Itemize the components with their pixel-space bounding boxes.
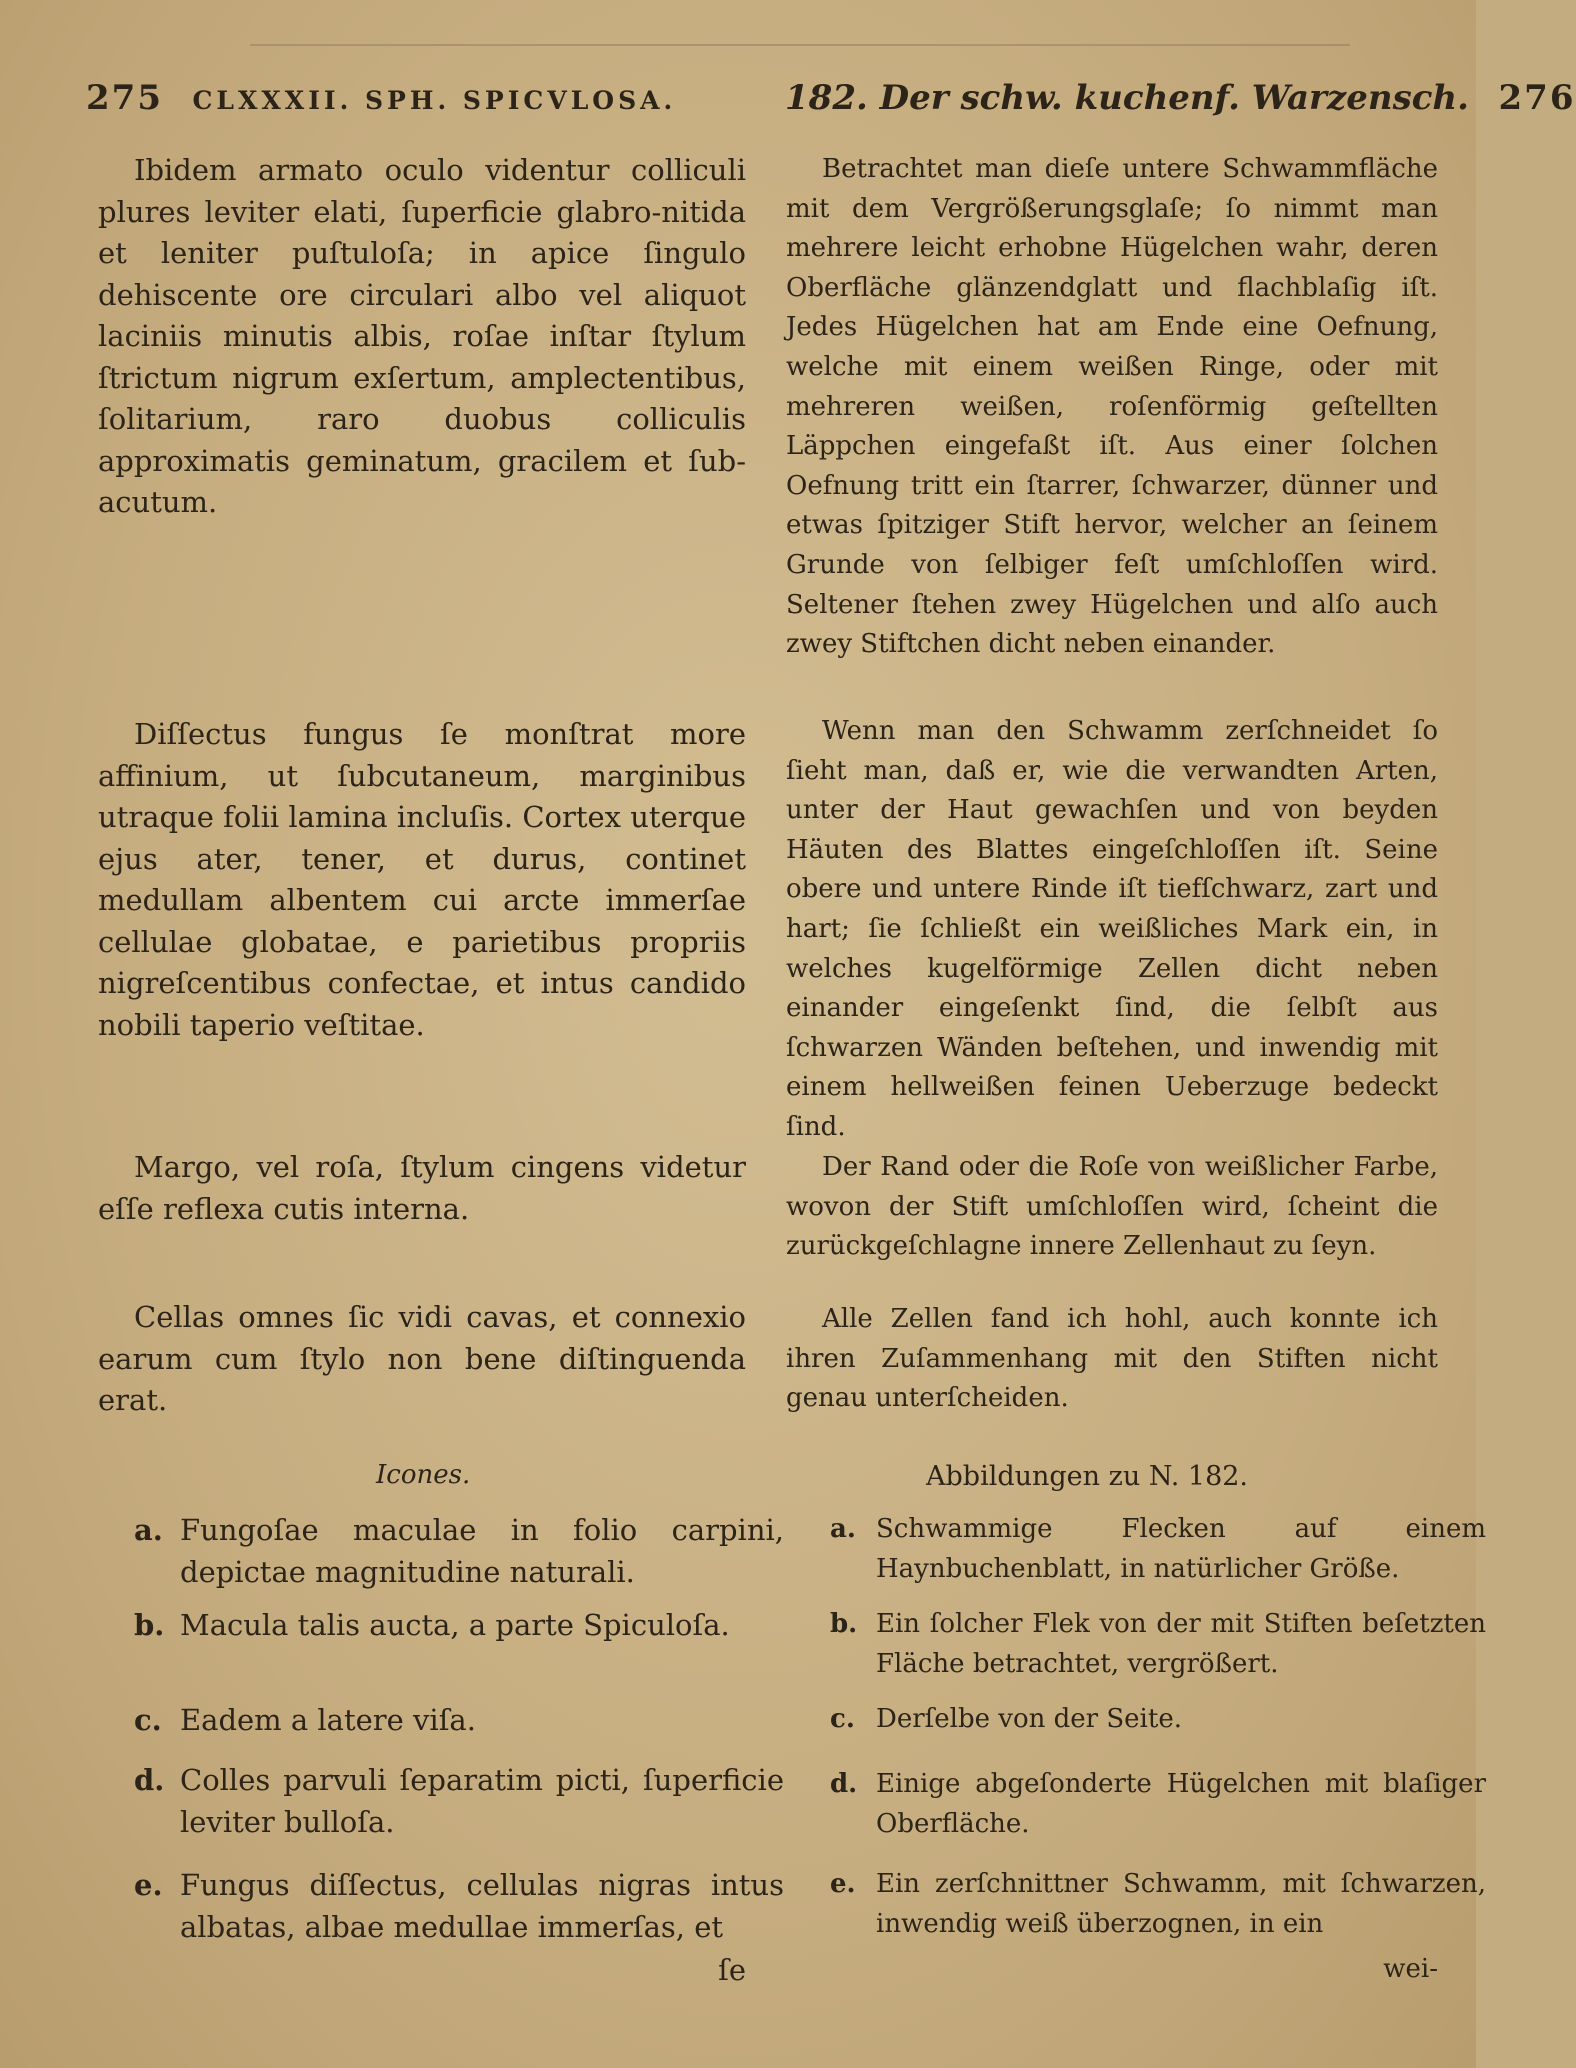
latin-paragraph-3: Margo, vel roſa, ſtylum cingens videtur eſſe reflexa cutis interna. (98, 1150, 746, 1226)
german-paragraph-1: Betrachtet man dieſe untere Schwammfläche mit dem Vergrößerungsglaſe; ſo nimmt man mehrere leicht erhobne Hügelchen wahr, deren Oberfläche glänzendglatt und flachblaſig iſt. Jedes Hügelchen hat am Ende eine Oefnung, welche mit einem weißen Ringe, oder mit mehreren weißen, roſenförmig geſtellten Läppchen eingefaßt iſt. Aus einer ſolchen Oefnung tritt ein ſtarrer, ſchwarzer, dünner und etwas ſpitziger Stift hervor, welcher an ſeinem Grunde von ſelbiger feſt umſchloſſen wird. Seltener ſtehen zwey Hügelchen und alſo auch zwey Stiftchen dicht neben einander. (786, 154, 1438, 660)
left-page-header (86, 78, 676, 118)
item-text: Fungoſae maculae in folio carpini, depictae magnitudine naturali. (180, 1513, 784, 1589)
right-running-title: 182. Der schw. kuchenf. Warzensch. (785, 78, 1469, 118)
german-figure-item (830, 1605, 1486, 1684)
latin-icones-heading: Icones. (376, 1460, 471, 1490)
latin-paragraph-2: Diſſectus fungus ſe monſtrat more affinium, ut ſubcutaneum, marginibus utraque folii lamina incluſis. Cortex uterque ejus ater, tener, et durus, continet medullam albentem cui arcte immerſae cellulae globatae, e parietibus propriis nigreſcentibus confectae, et intus candido nobili taperio veſtitae. (98, 717, 746, 1042)
item-text: Fungus diſſectus, cellulas nigras intus albatas, albae medullae immerſas, et (180, 1868, 784, 1944)
german-figure-item (830, 1510, 1486, 1589)
german-catchword: wei- (1383, 1954, 1438, 1984)
item-text: Schwammige Flecken auf einem Haynbuchenblatt, in natürlicher Größe. (876, 1514, 1486, 1584)
latin-figure-item (134, 1510, 784, 1593)
item-text: Colles parvuli ſeparatim picti, ſuperficie leviter bulloſa. (180, 1763, 784, 1839)
latin-paragraph-1: Ibidem armato oculo videntur colliculi plures leviter elati, ſuperficie glabro-nitida et leniter puſtuloſa; in apice ſingulo dehiscente ore circulari albo vel aliquot laciniis minutis albis, roſae inſtar ſtylum ſtrictum nigrum exſertum, amplectentibus, ſolitarium, raro duobus colliculis approximatis geminatum, gracilem et ſub-acutum. (98, 153, 746, 519)
latin-paragraph-4: Cellas omnes ſic vidi cavas, et connexio earum cum ſtylo non bene diſtinguenda erat. (98, 1300, 746, 1417)
german-figures-heading: Abbildungen zu N. 182. (926, 1461, 1249, 1492)
item-label: e. (134, 1868, 163, 1902)
item-label: b. (830, 1609, 858, 1639)
item-text: Ein ſolcher Flek von der mit Stiften beſetzten Fläche betrachtet, vergrößert. (876, 1609, 1486, 1679)
item-label: e. (830, 1869, 856, 1899)
top-rule (250, 44, 1350, 46)
right-page-header (785, 78, 1576, 118)
item-text: Ein zerſchnittner Schwamm, mit ſchwarzen, inwendig weiß überzognen, in ein (876, 1869, 1486, 1939)
german-figure-item (830, 1765, 1486, 1844)
german-paragraph-3: Der Rand oder die Roſe von weißlicher Farbe, wovon der Stift umſchloſſen wird, ſcheint die zurückgeſchlagne innere Zellenhaut zu ſeyn. (786, 1152, 1438, 1262)
right-page-number: 276 (1498, 78, 1576, 118)
item-label: c. (134, 1703, 162, 1737)
item-label: d. (134, 1763, 165, 1797)
left-page-number: 275 (86, 78, 163, 118)
item-text: Derſelbe von der Seite. (876, 1704, 1182, 1734)
left-running-title: CLXXXII. SPH. SPICVLOSA. (192, 86, 677, 115)
latin-catchword: ſe (718, 1953, 746, 1987)
latin-figure-item (134, 1760, 784, 1843)
item-label: b. (134, 1608, 165, 1642)
item-text: Einige abgeſonderte Hügelchen mit blaſiger Oberfläche. (876, 1769, 1486, 1839)
item-label: a. (134, 1513, 163, 1547)
item-label: a. (830, 1514, 856, 1544)
german-paragraph-2: Wenn man den Schwamm zerſchneidet ſo ſieht man, daß er, wie die verwandten Arten, unter der Haut gewachſen und von beyden Häuten des Blattes eingeſchloſſen iſt. Seine obere und untere Rinde iſt tiefſchwarz, zart und hart; ſie ſchließt ein weißliches Mark ein, in welches kugelförmige Zellen dicht neben einander eingeſenkt ſind, die ſelbſt aus ſchwarzen Wänden beſtehen, und inwendig mit einem hellweißen feinen Ueberzuge bedeckt ſind. (786, 716, 1438, 1142)
item-label: d. (830, 1769, 858, 1799)
latin-figure-item (134, 1865, 784, 1948)
german-paragraph-4: Alle Zellen fand ich hohl, auch konnte ich ihren Zuſammenhang mit den Stiften nicht genau unterſcheiden. (786, 1304, 1438, 1414)
item-label: c. (830, 1704, 855, 1734)
item-text: Macula talis aucta, a parte Spiculoſa. (180, 1608, 730, 1642)
german-figure-item (830, 1700, 1486, 1740)
item-text: Eadem a latere viſa. (180, 1703, 476, 1737)
german-figure-item (830, 1865, 1486, 1944)
latin-figure-item (134, 1700, 784, 1742)
latin-figure-item (134, 1605, 784, 1647)
